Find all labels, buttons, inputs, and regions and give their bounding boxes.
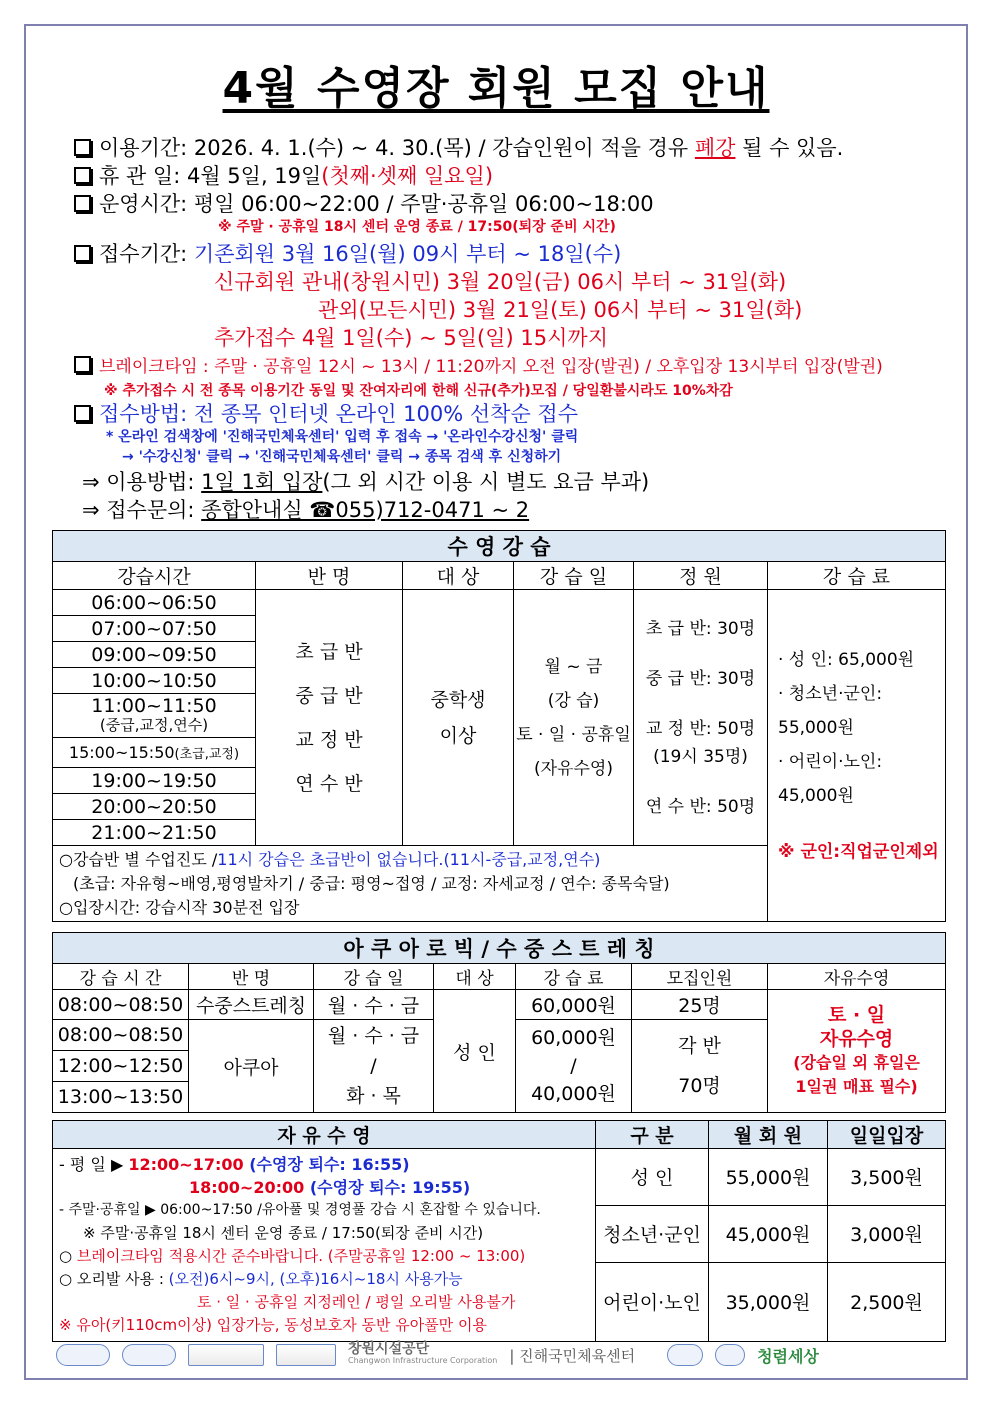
col-count: 모집인원 bbox=[632, 964, 768, 990]
contact-line: ⇒ 접수문의: 종합안내실 ☎055)712-0471 ~ 2 bbox=[82, 498, 530, 522]
aqua-days: 월 · 수 · 금 / 화 · 목 bbox=[314, 1020, 434, 1113]
col-days: 강 습 일 bbox=[314, 964, 434, 990]
col-time: 강습시간 bbox=[53, 562, 256, 590]
checkbox-icon bbox=[74, 195, 91, 212]
col-category: 구 분 bbox=[596, 1121, 709, 1149]
center-name: | 진해국민체육센터 bbox=[509, 1346, 636, 1365]
free-swim-details: - 평 일 ▶ 12:00~17:00 (수영장 퇴수: 16:55) 18:00~20:00 (수영장 퇴수: 19:55) - 주말·공휴일 ▶ 06:00~17:50 /유아풀 및 경영풀 강습 시 혼잡할 수 있습니다. ※ 주말·공휴일 18시 센터 운영 종료 / 17:50(퇴장 준비 시간) ○ 브레이크타임 적용시간 준수바랍니다. (주말공휴일 12:00 ~ 13:00) ○ 오리발 사용 : (오전)6시~9시, (오후)16시~18시 사용가능 토 · 일 · 공휴일 지정레인 / 평일 오리발 사용불가 ※ 유아(키110cm이상) 입장가능, 동성보호자 동반 유아풀만 이용 bbox=[53, 1149, 596, 1342]
aqua-target: 성 인 bbox=[434, 990, 516, 1113]
break-note: ※ 추가접수 시 전 종목 이용기간 동일 및 잔여자리에 한해 신규(추가)모집 / 당일환불시라도 10%차감 bbox=[104, 383, 733, 399]
method-note-2: → '수강신청' 클릭 → '진해국민체육센터' 클릭 → 종목 검색 후 신청하기 bbox=[122, 449, 562, 465]
checkbox-icon bbox=[74, 245, 91, 262]
col-monthly: 월 회 원 bbox=[709, 1121, 828, 1149]
aqua-count: 각 반 70명 bbox=[632, 1020, 768, 1113]
fee-cell: · 성 인: 65,000원 · 청소년·군인: 55,000원 · 어린이·노인: 45,000원 ※ 군인:직업군인제외 bbox=[768, 590, 946, 922]
method-line: 접수방법: 전 종목 인터넷 온라인 100% 선착순 접수 bbox=[74, 398, 578, 428]
price-daily: 3,500원 bbox=[828, 1149, 946, 1206]
aqua-time: 13:00~13:50 bbox=[53, 1082, 189, 1113]
time-slot: 06:00~06:50 bbox=[53, 590, 256, 616]
price-daily: 3,000원 bbox=[828, 1205, 946, 1262]
aqua-time: 08:00~08:50 bbox=[53, 1020, 189, 1051]
time-slot: 09:00~09:50 bbox=[53, 642, 256, 668]
time-slot: 19:00~19:50 bbox=[53, 768, 256, 794]
time-slot: 11:00~11:50 (중급,교정,연수) bbox=[53, 694, 256, 738]
price-monthly: 55,000원 bbox=[709, 1149, 828, 1206]
registration-new-local: 신규회원 관내(창원시민) 3월 20일(금) 06시 부터 ~ 31일(화) bbox=[214, 270, 787, 294]
swim-notes: ○강습반 별 수업진도 /11시 강습은 초급반이 없습니다.(11시-중급,교정,연수) (초급: 자유형~배영,평영발차기 / 중급: 평영~접영 / 교정: 자세교정 / 연수: 종목숙달) ○입장시간: 강습시작 30분전 입장 bbox=[53, 846, 768, 922]
usage-line: ⇒ 이용방법: 1일 1회 입장(그 외 시간 이용 시 별도 요금 부과) bbox=[82, 470, 650, 494]
logo-icon bbox=[276, 1344, 336, 1366]
col-fee: 강 습 료 bbox=[516, 964, 632, 990]
hours-note: ※ 주말 · 공휴일 18시 센터 운영 종료 / 17:50(퇴장 준비 시간) bbox=[218, 219, 616, 235]
time-slot: 20:00~20:50 bbox=[53, 794, 256, 820]
aqua-days: 월 · 수 · 금 bbox=[314, 990, 434, 1020]
free-swim-table bbox=[52, 1120, 946, 1342]
time-slot: 07:00~07:50 bbox=[53, 616, 256, 642]
price-category: 청소년·군인 bbox=[596, 1205, 709, 1262]
aqua-count: 25명 bbox=[632, 990, 768, 1020]
aqua-fee: 60,000원 bbox=[516, 990, 632, 1020]
checkbox-icon bbox=[74, 356, 91, 373]
time-slot: 15:00~15:50(초급,교정) bbox=[53, 738, 256, 768]
logo-icon bbox=[56, 1344, 110, 1366]
price-category: 성 인 bbox=[596, 1149, 709, 1206]
logo-icon bbox=[188, 1344, 264, 1366]
days-cell: 월 ~ 금 (강 습) 토 · 일 · 공휴일 (자유수영) bbox=[514, 590, 634, 846]
logo-icon bbox=[122, 1344, 176, 1366]
aqua-time: 12:00~12:50 bbox=[53, 1051, 189, 1082]
org-name: 창원시설공단 Changwon Infrastructure Corporation bbox=[348, 1341, 498, 1365]
aqua-fee: 60,000원 / 40,000원 bbox=[516, 1020, 632, 1113]
page-title: 4월 수영장 회원 모집 안내 bbox=[222, 63, 770, 114]
aqua-class: 아쿠아 bbox=[189, 1020, 314, 1113]
price-daily: 2,500원 bbox=[828, 1262, 946, 1341]
footer-logos bbox=[56, 1342, 936, 1368]
col-time: 강 습 시 간 bbox=[53, 964, 189, 990]
mascot-icon bbox=[667, 1344, 703, 1366]
col-free: 자유수영 bbox=[768, 964, 946, 990]
price-category: 어린이·노인 bbox=[596, 1262, 709, 1341]
aqua-time: 08:00~08:50 bbox=[53, 990, 189, 1020]
capacity-cell: 초 급 반: 30명 중 급 반: 30명 교 정 반: 50명 (19시 35명) 연 수 반: 50명 bbox=[634, 590, 768, 846]
free-swim-title: 자 유 수 영 bbox=[53, 1121, 596, 1149]
aqua-table bbox=[52, 932, 946, 1113]
col-daily: 일일입장 bbox=[828, 1121, 946, 1149]
swim-table-title: 수 영 강 습 bbox=[53, 531, 946, 562]
col-target: 대 상 bbox=[403, 562, 514, 590]
registration-line: 접수기간: 기존회원 3월 16일(월) 09시 부터 ~ 18일(수) bbox=[74, 238, 621, 268]
col-capacity: 정 원 bbox=[634, 562, 768, 590]
registration-new-outside: 관외(모든시민) 3월 21일(토) 06시 부터 ~ 31일(화) bbox=[318, 298, 803, 322]
class-list: 초 급 반 중 급 반 교 정 반 연 수 반 bbox=[256, 590, 403, 846]
col-days: 강 습 일 bbox=[514, 562, 634, 590]
aqua-class: 수중스트레칭 bbox=[189, 990, 314, 1020]
col-class: 반 명 bbox=[189, 964, 314, 990]
swim-lesson-table bbox=[52, 530, 946, 922]
price-monthly: 35,000원 bbox=[709, 1262, 828, 1341]
registration-additional: 추가접수 4월 1일(수) ~ 5일(일) 15시까지 bbox=[214, 326, 608, 350]
col-fee: 강 습 료 bbox=[768, 562, 946, 590]
checkbox-icon bbox=[74, 167, 91, 184]
checkbox-icon bbox=[74, 139, 91, 156]
method-note-1: * 온라인 검색창에 '진해국민체육센터' 입력 후 접속 → '온라인수강신청' 클릭 bbox=[106, 429, 579, 445]
col-target: 대 상 bbox=[434, 964, 516, 990]
break-line: 브레이크타임 : 주말 · 공휴일 12시 ~ 13시 / 11:20까지 오전 입장(발권) / 오후입장 13시부터 입장(발권) bbox=[74, 352, 883, 377]
price-monthly: 45,000원 bbox=[709, 1205, 828, 1262]
closed-line: 휴 관 일: 4월 5일, 19일(첫째·셋째 일요일) bbox=[74, 160, 493, 190]
slogan: 청렴세상 bbox=[757, 1346, 819, 1366]
time-slot: 10:00~10:50 bbox=[53, 668, 256, 694]
mascot-icon bbox=[715, 1344, 745, 1366]
aqua-free-swim: 토 · 일 자유수영 (강습일 외 휴일은 1일권 매표 필수) bbox=[768, 990, 946, 1113]
checkbox-icon bbox=[74, 405, 91, 422]
aqua-table-title: 아 쿠 아 로 빅 / 수 중 스 트 레 칭 bbox=[53, 933, 946, 964]
time-slot: 21:00~21:50 bbox=[53, 820, 256, 846]
hours-line: 운영시간: 평일 06:00~22:00 / 주말·공휴일 06:00~18:00 bbox=[74, 188, 654, 218]
target-cell: 중학생 이상 bbox=[403, 590, 514, 846]
period-line: 이용기간: 2026. 4. 1.(수) ~ 4. 30.(목) / 강습인원이 적을 경유 폐강 될 수 있음. bbox=[74, 132, 843, 162]
col-class: 반 명 bbox=[256, 562, 403, 590]
